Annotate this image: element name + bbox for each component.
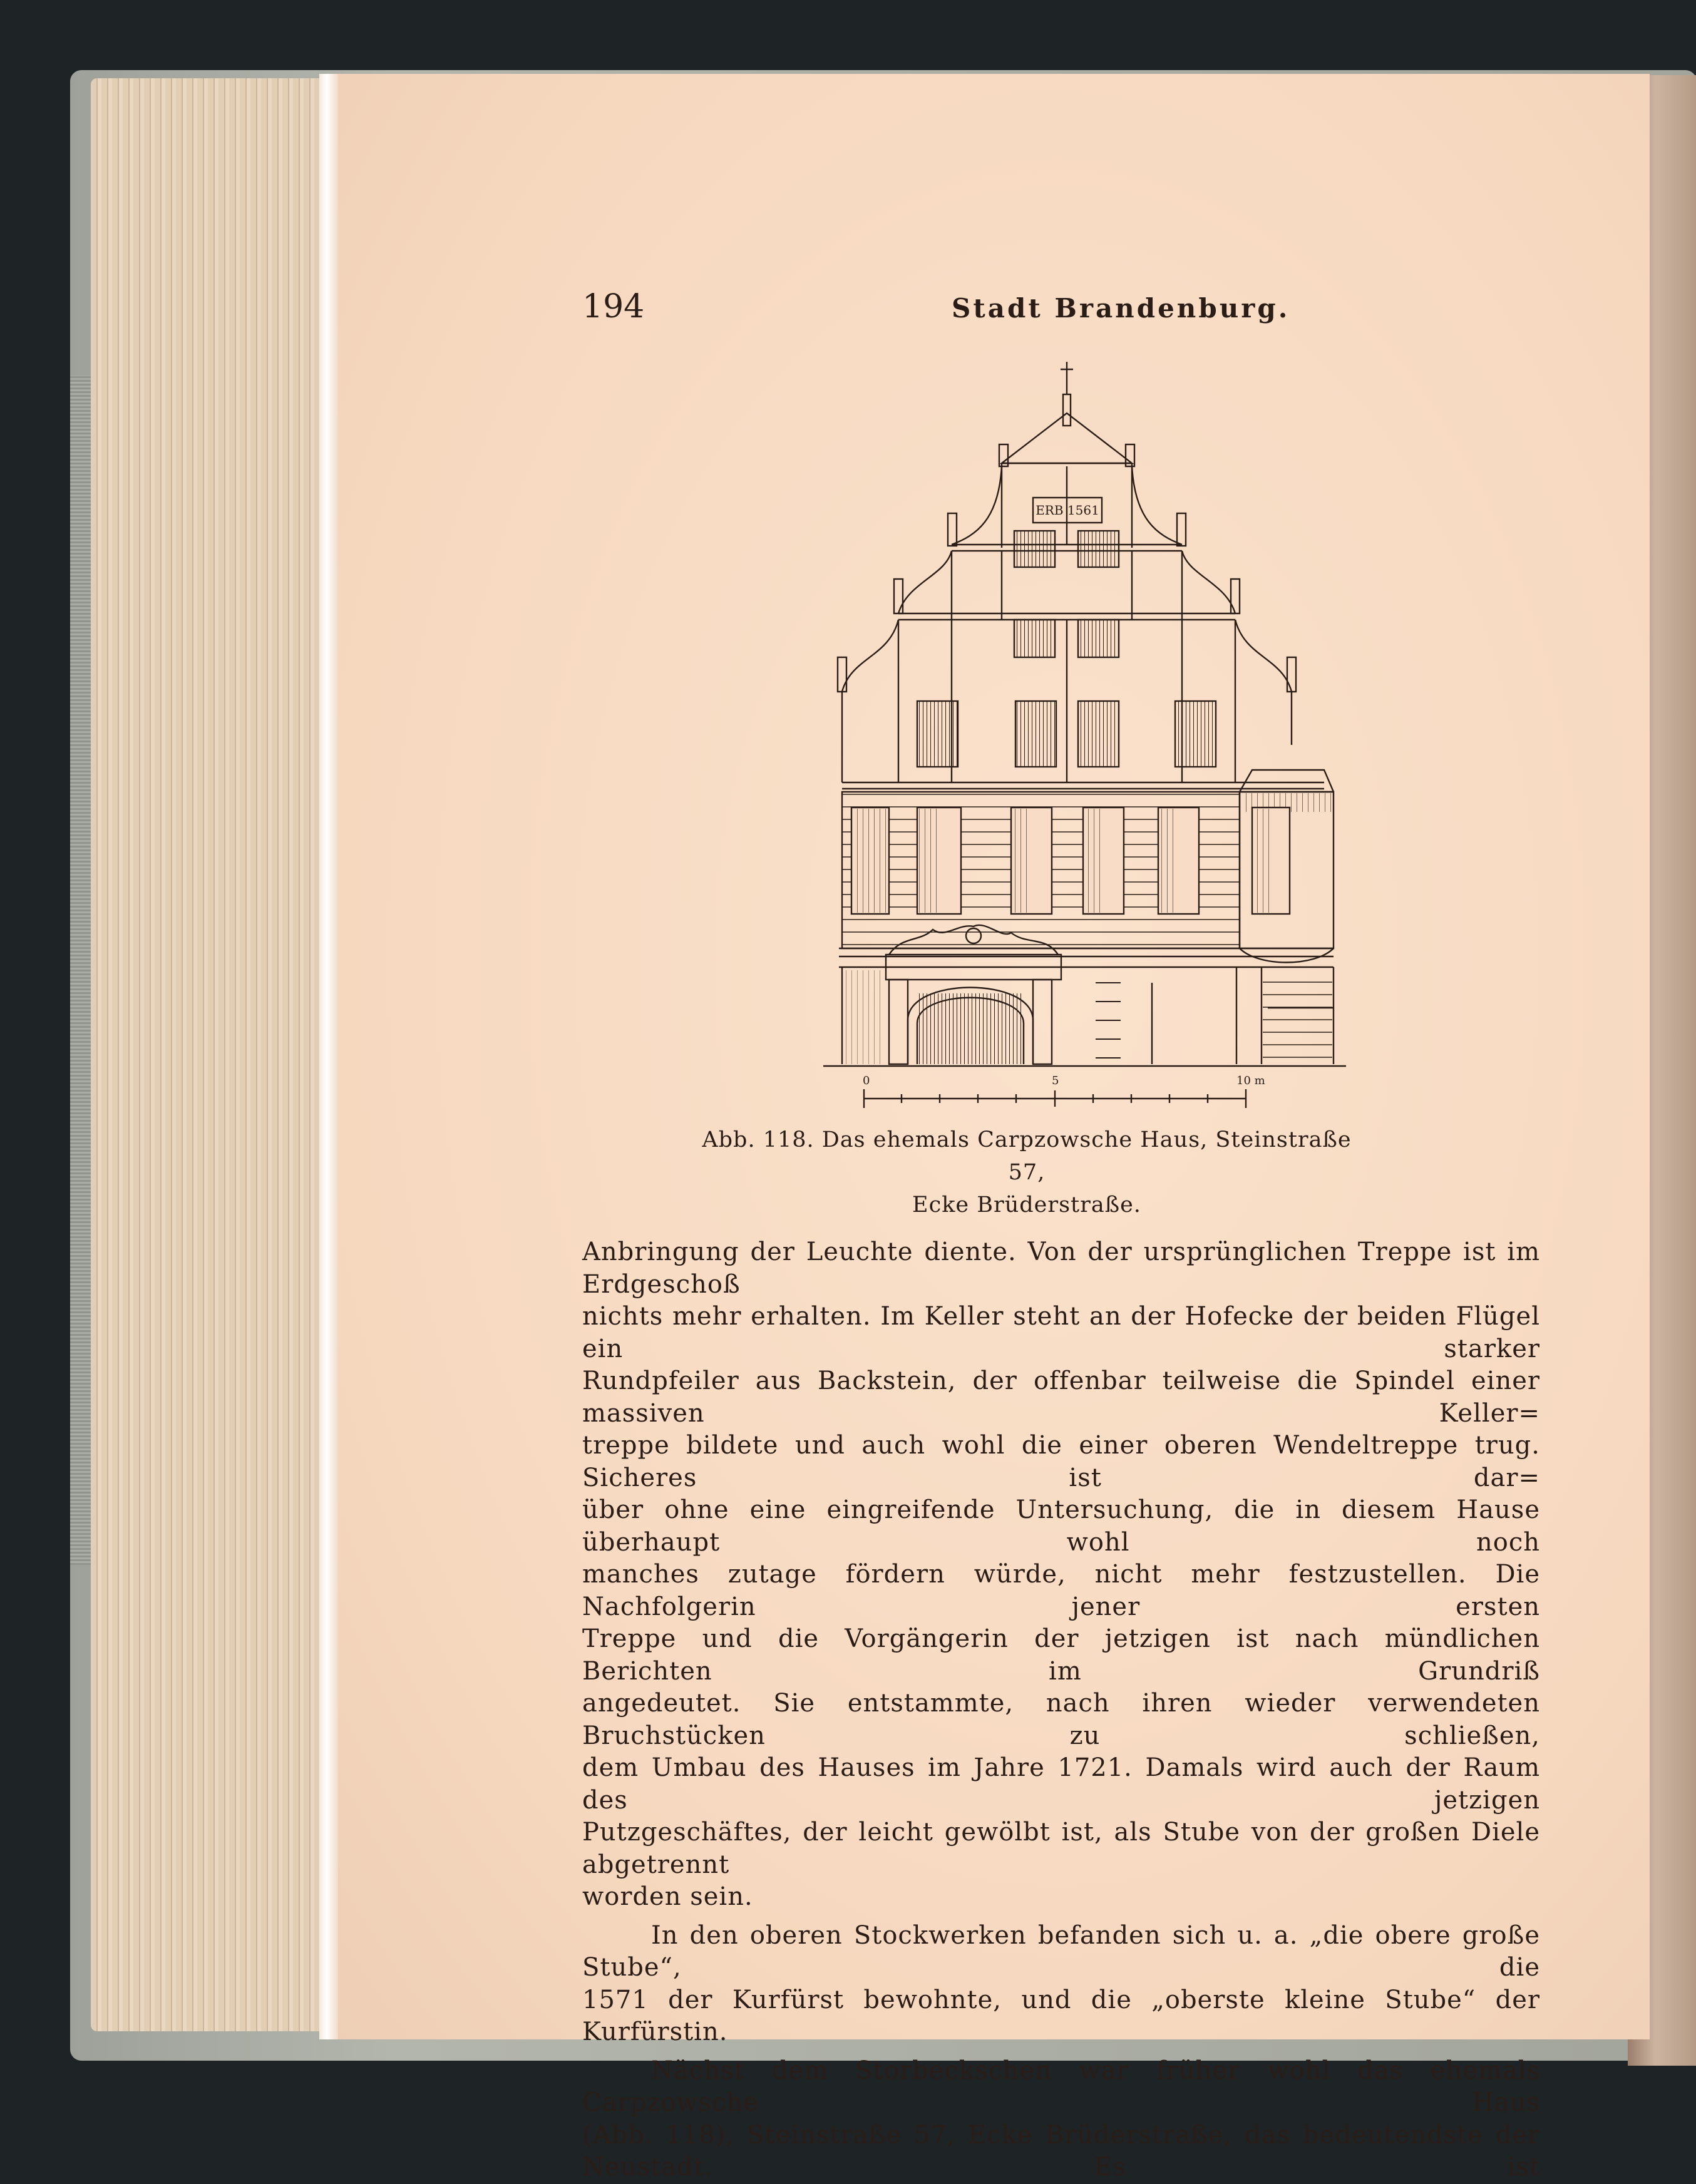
scale-bar	[864, 1089, 1246, 1108]
caption-line: Ecke Brüderstraße.	[912, 1192, 1141, 1218]
text-line: treppe bildete und auch wohl die einer oberen Wendeltreppe trug. Sicheres ist dar=	[582, 1431, 1540, 1492]
text-line: 1571 der Kurfürst bewohnte, und die „oberste kleine Stube“ der Kurfürstin.	[582, 1985, 1540, 2046]
text-line: Nächst dem Storbeckschen war früher wohl das ehemals Carpzowsche Haus	[582, 2056, 1540, 2117]
text-line: (Abb. 118), Steinstraße 57, Ecke Brüderstraße, das bedeutendste der Neustadt. Es ist	[582, 2120, 1540, 2181]
page-gutter	[319, 74, 338, 2039]
figure-caption	[689, 1124, 1365, 1221]
page-number: 194	[582, 288, 645, 326]
text-line: Treppe und die Vorgängerin der jetzigen ist nach mündlichen Berichten im Grundriß	[582, 1624, 1540, 1686]
text-line: nichts mehr erhalten. Im Keller steht an der Hofecke der beiden Flügel ein starker	[582, 1302, 1540, 1363]
scale-label-end: 10 m	[1236, 1074, 1265, 1087]
building-facade-illustration	[795, 357, 1346, 1120]
caption-line: Abb. 118. Das ehemals Carpzowsche Haus, Steinstraße 57,	[702, 1127, 1352, 1185]
text-line: Anbringung der Leuchte diente. Von der ursprünglichen Treppe ist im Erdgeschoß	[582, 1238, 1540, 1299]
text-line: manches zutage fördern würde, nicht mehr festzustellen. Die Nachfolgerin jener ersten	[582, 1560, 1540, 1621]
text-line: angedeutet. Sie entstammte, nach ihren wieder verwendeten Bruchstücken zu schließen,	[582, 1689, 1540, 1750]
text-line: worden sein.	[582, 1882, 753, 1911]
inscription-text: ERB 1561	[1036, 503, 1099, 518]
scale-label-start: 0	[863, 1074, 870, 1087]
running-title: Stadt Brandenburg.	[952, 293, 1290, 324]
text-line: Putzgeschäftes, der leicht gewölbt ist, als Stube von der großen Diele abgetrennt	[582, 1818, 1540, 1879]
text-line: über ohne eine eingreifende Untersuchung, die in diesem Hause überhaupt wohl noch	[582, 1495, 1540, 1557]
text-line: dem Umbau des Hauses im Jahre 1721. Damals wird auch der Raum des jetzigen	[582, 1753, 1540, 1815]
text-line: In den oberen Stockwerken befanden sich u. a. „die obere große Stube“, die	[582, 1920, 1540, 1982]
scale-label-mid: 5	[1052, 1074, 1059, 1087]
text-line: Rundpfeiler aus Backstein, der offenbar teilweise die Spindel einer massiven Keller=	[582, 1366, 1540, 1428]
body-text	[582, 1236, 1540, 2184]
page-block-edges	[91, 78, 335, 2031]
